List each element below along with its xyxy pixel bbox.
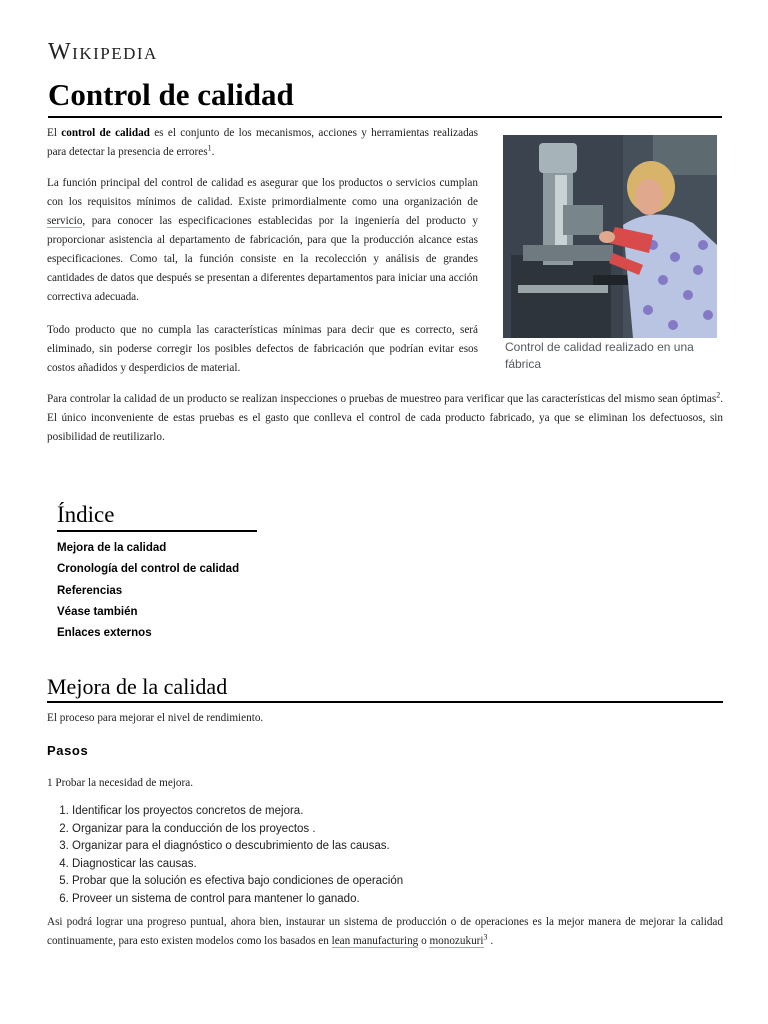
step-item: 4. Diagnosticar las causas. — [72, 856, 712, 874]
intro-paragraph-1 — [47, 124, 478, 162]
intro-paragraph-4 — [47, 390, 723, 447]
toc-item-mejora[interactable]: Mejora de la calidad — [57, 542, 167, 554]
page-title: Control de calidad — [48, 74, 722, 118]
intro-p1-prefix: El — [47, 127, 62, 139]
intro-p1-bold-term: control de calidad — [61, 127, 150, 139]
intro-p2-start: La función principal del control de calidad es asegurar que los productos o servicios cumplan con los requisitos mínimos de calidad. Existe primordialmente como una organización de — [47, 177, 478, 208]
lean-manufacturing-link[interactable]: lean manufacturing — [331, 935, 419, 947]
toc-item-vease-tambien[interactable]: Véase también — [57, 605, 138, 618]
servicio-link[interactable]: servicio — [47, 215, 83, 227]
intro-p1-text: es el conjunto de los mecanismos, acciones y herramientas realizadas para detectar la presencia de errores — [47, 127, 478, 158]
wikipedia-wordmark[interactable]: Wikipedia — [48, 39, 158, 65]
toc-item-cronologia[interactable]: Cronología del control de calidad — [57, 563, 240, 576]
table-of-contents — [57, 500, 257, 644]
toc-item-referencias[interactable]: Referencias — [57, 584, 123, 597]
section-intro: El proceso para mejorar el nivel de rendimiento. — [47, 712, 264, 724]
infobox-caption: Control de calidad realizado en una fábrica — [505, 340, 694, 371]
intro-p1-end: . — [211, 146, 215, 158]
factory-worker-photo — [503, 135, 717, 338]
toc-list — [57, 538, 317, 644]
closing-end: . — [487, 935, 494, 947]
steps-list — [47, 803, 712, 908]
step-item: 2. Organizar para la conducción de los proyectos . — [72, 821, 712, 839]
subsection-heading-pasos: Pasos — [47, 743, 89, 758]
intro-p4-start: Para controlar la calidad de un producto se realizan inspecciones o pruebas de muestreo para verificar que las características del mismo sean óptimas — [47, 393, 717, 405]
step-item: 3. Organizar para el diagnóstico o descubrimiento de las causas. — [72, 838, 712, 856]
closing-paragraph — [47, 913, 723, 951]
reference-2[interactable]: 2 — [716, 390, 721, 400]
step-intro: 1 Probar la necesidad de mejora. — [47, 777, 194, 789]
closing-start: Asi podrá lograr una progreso puntual, ahora bien, instaurar un sistema de producción o de operaciones es la mejor manera de mejorar la calidad continuamente, para esto existen modelos como los basados en — [47, 916, 723, 947]
step-item: 5. Probar que la solución es efectiva bajo condiciones de operación — [72, 873, 712, 891]
intro-paragraph-3: Todo producto que no cumpla las características mínimas para decir que es correcto, será eliminado, sin poderse corregir los posibles defectos de fabricación que podrían evitar esos costos añadidos y desperdicios de material. — [47, 324, 478, 374]
step-item: 6. Proveer un sistema de control para mantener lo ganado. — [72, 891, 712, 909]
reference-1[interactable]: 1 — [207, 143, 212, 153]
reference-3[interactable]: 3 — [483, 932, 488, 942]
closing-mid: o — [418, 935, 430, 947]
monozukuri-link[interactable]: monozukuri — [429, 935, 484, 947]
toc-title: Índice — [57, 500, 257, 532]
intro-paragraph-2 — [47, 174, 478, 307]
intro-p4-end: . El único inconveniente de estas pruebas es el gasto que conlleva el control de cada producto fabricado, ya que se eliminan los defectuosos, sin posibilidad de reutilizarlo. — [47, 393, 723, 443]
intro-p2-end: , para conocer las especificaciones establecidas por la ingeniería del producto y proporcionar asistencia al departamento de fabricación, para que la producción alcance estas especificaciones. Como tal, la función consiste en la recolección y análisis de grandes cantidades de datos que después se presentan a diferentes departamentos para iniciar una acción correctiva adecuada. — [47, 215, 478, 303]
infobox-photo[interactable] — [503, 135, 717, 338]
step-item: 1. Identificar los proyectos concretos de mejora. — [72, 803, 712, 821]
section-heading-mejora: Mejora de la calidad — [47, 673, 723, 703]
toc-item-enlaces-externos[interactable]: Enlaces externos — [57, 627, 152, 640]
